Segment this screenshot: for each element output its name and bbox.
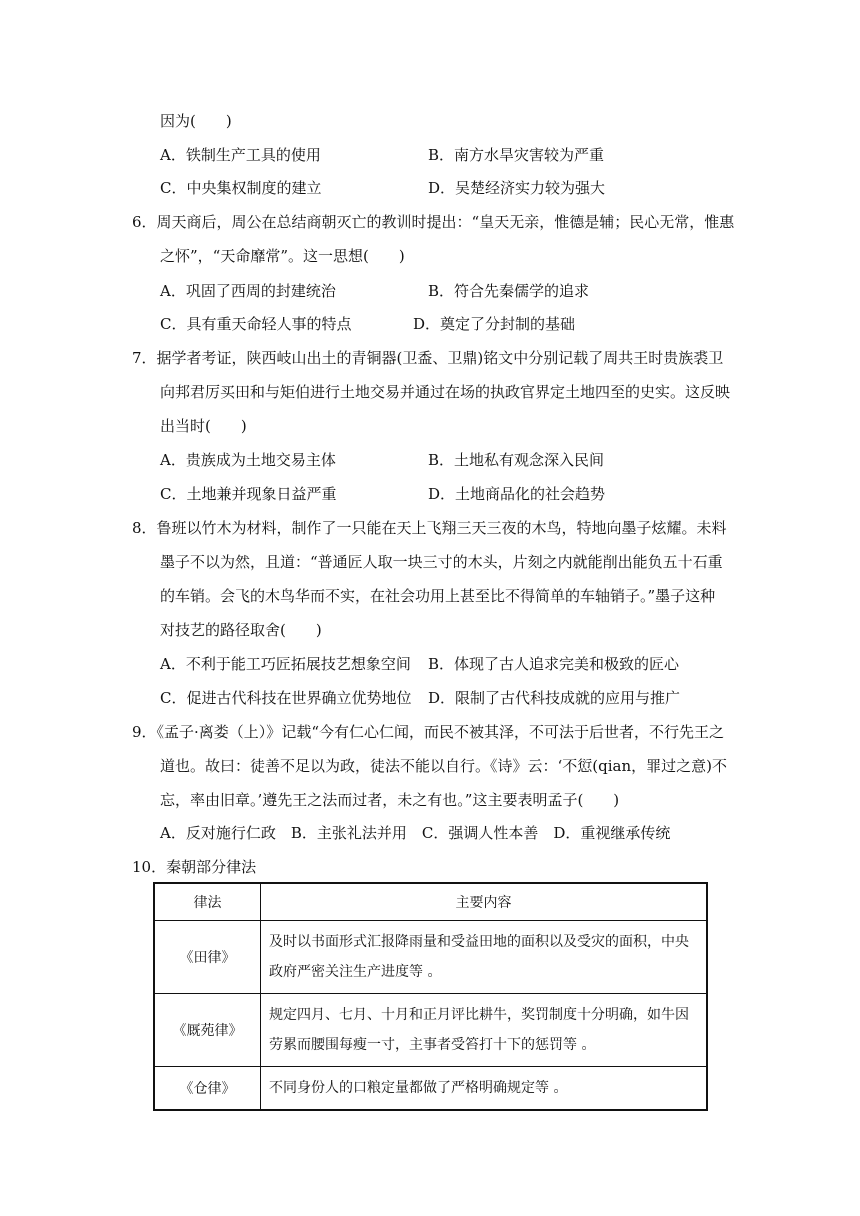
- q6-stem-line1: 6．周天商后，周公在总结商朝灭亡的教训时提出：“皇天无亲，惟德是辅；民心无常，惟惠: [132, 213, 735, 231]
- q6-option-b: B．符合先秦儒学的追求: [428, 282, 590, 300]
- q7-option-c: C．土地兼并现象日益严重: [160, 485, 337, 503]
- q6-stem-line2: 之怀”，“天命靡常”。这一思想( ): [160, 247, 405, 265]
- table-row: [154, 921, 707, 994]
- table-header-row: [154, 883, 707, 921]
- q8-option-c: C．促进古代科技在世界确立优势地位: [160, 689, 412, 707]
- q8-option-a: A．不利于能工巧匠拓展技艺想象空间: [160, 655, 411, 673]
- q8-option-d: D．限制了古代科技成就的应用与推广: [428, 689, 681, 707]
- row-law: 《田律》: [154, 921, 261, 994]
- q7-stem-line3: 出当时( ): [160, 417, 247, 435]
- q6-option-a: A．巩固了西周的封建统治: [160, 282, 336, 300]
- q5-option-c: C．中央集权制度的建立: [160, 179, 322, 197]
- q8-option-b: B．体现了古人追求完美和极致的匠心: [428, 655, 680, 673]
- q9-stem-line2: 道也。故曰：徒善不足以为政，徒法不能以自行。《诗》云：‘不愆(qian，罪过之意)不: [160, 757, 727, 775]
- q5-option-d: D．吴楚经济实力较为强大: [428, 179, 606, 197]
- row-content: 规定四月、七月、十月和正月评比耕牛，奖罚制度十分明确，如牛因劳累而腰围每瘦一寸，主事者受笞打十下的惩罚等 。: [261, 994, 708, 1067]
- header-content: 主要内容: [261, 883, 708, 921]
- q7-option-b: B．土地私有观念深入民间: [428, 451, 605, 469]
- q6-option-c: C．具有重天命轻人事的特点: [160, 315, 352, 333]
- row-law: 《仓律》: [154, 1067, 261, 1111]
- q10-title: 10．秦朝部分律法: [132, 858, 257, 876]
- q9-stem-line1: 9．《孟子·离娄（上）》记载“今有仁心仁闻，而民不被其泽，不可法于后世者，不行先王之: [132, 723, 724, 741]
- q8-stem-line3: 的车销。会飞的木鸟华而不实，在社会功用上甚至比不得简单的车轴销子。”墨子这种: [160, 587, 716, 605]
- row-content: 及时以书面形式汇报降雨量和受益田地的面积以及受灾的面积，中央政府严密关注生产进度等 。: [261, 921, 708, 994]
- q8-stem-line1: 8．鲁班以竹木为材料，制作了一只能在天上飞翔三天三夜的木鸟，特地向墨子炫耀。未料: [132, 519, 727, 537]
- q6-option-d: D．奠定了分封制的基础: [413, 315, 576, 333]
- q5-stem-tail: 因为( ): [160, 112, 232, 130]
- q7-option-a: A．贵族成为土地交易主体: [160, 451, 336, 469]
- q8-stem-line2: 墨子不以为然，且道：“普通匠人取一块三寸的木头，片刻之内就能削出能负五十石重: [160, 553, 723, 571]
- q8-stem-line4: 对技艺的路径取舍( ): [160, 621, 322, 639]
- q5-option-b: B．南方水旱灾害较为严重: [428, 146, 605, 164]
- q9-options: A．反对施行仁政 B．主张礼法并用 C．强调人性本善 D．重视继承传统: [160, 824, 671, 842]
- row-content: 不同身份人的口粮定量都做了严格明确规定等 。: [261, 1067, 708, 1111]
- header-law: 律法: [154, 883, 261, 921]
- q9-stem-line3: 忘，率由旧章。’遵先王之法而过者，未之有也。”这主要表明孟子( ): [160, 791, 620, 809]
- q7-stem-line2: 向邦君厉买田和与矩伯进行土地交易并通过在场的执政官界定土地四至的史实。这反映: [160, 383, 731, 401]
- q7-option-d: D．土地商品化的社会趋势: [428, 485, 606, 503]
- q7-stem-line1: 7．据学者考证，陕西岐山出土的青铜器(卫盉、卫鼎)铭文中分别记载了周共王时贵族裘卫: [132, 349, 724, 367]
- q5-option-a: A．铁制生产工具的使用: [160, 146, 321, 164]
- table-row: [154, 1067, 707, 1111]
- table-row: [154, 994, 707, 1067]
- row-law: 《厩苑律》: [154, 994, 261, 1067]
- qin-law-table: [153, 882, 708, 1111]
